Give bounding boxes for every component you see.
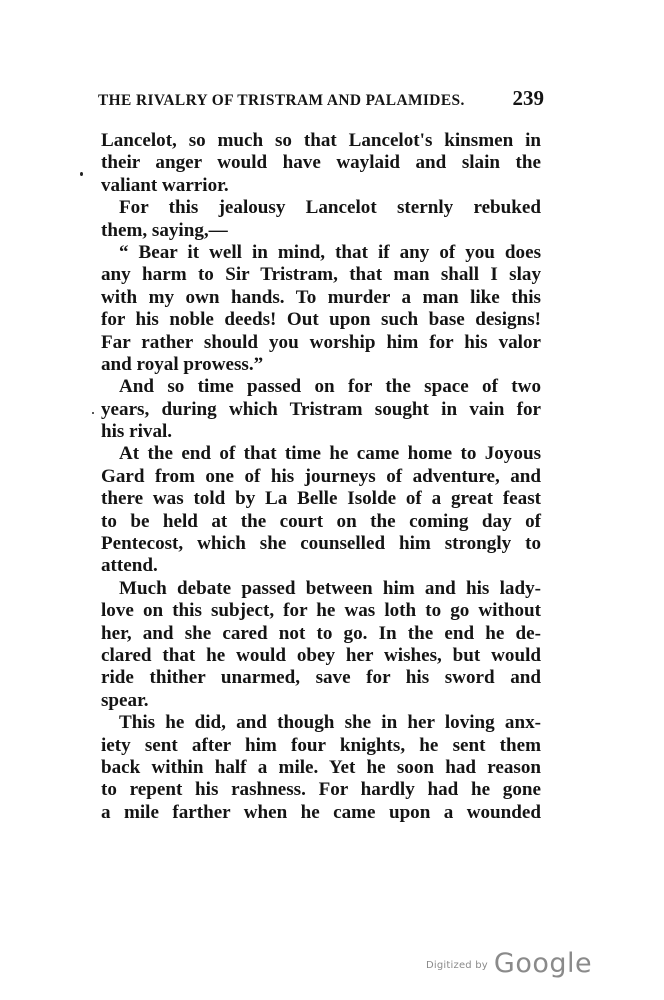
text-line: them, saying,— [101,219,228,241]
text-line: for his noble deeds! Out upon such base designs! [101,309,541,331]
text-line: This he did, and though she in her loving anx- [119,712,541,734]
text-line: her, and she cared not to go. In the end he de- [101,622,541,644]
text-line: their anger would have waylaid and slain the [101,152,541,174]
text-line: Much debate passed between him and his lady- [119,577,541,599]
text-line: clared that he would obey her wishes, but would [101,644,541,666]
text-line: any harm to Sir Tristram, that man shall I slay [101,264,541,286]
stray-ink-mark [92,412,94,414]
page-header [98,86,544,116]
text-line: back within half a mile. Yet he soon had reason [101,756,541,778]
page-number: 239 [512,86,544,110]
google-logo: Google [493,948,593,979]
text-line: And so time passed on for the space of two [119,376,541,398]
text-line: spear. [101,689,149,711]
text-line: and royal prowess.” [101,353,264,375]
text-line: ride thither unarmed, save for his sword and [101,667,541,689]
digitized-watermark [426,948,592,979]
text-line: to be held at the court on the coming day of [101,510,541,532]
text-line: there was told by La Belle Isolde of a great feast [101,488,541,510]
text-line: At the end of that time he came home to Joyous [119,443,541,465]
text-line: years, during which Tristram sought in vain for [101,398,541,420]
text-line: For this jealousy Lancelot sternly rebuked [119,197,541,219]
running-head: THE RIVALRY OF TRISTRAM AND PALAMIDES. [98,92,465,109]
text-line: attend. [101,555,158,577]
body-text [101,130,541,824]
text-line: love on this subject, for he was loth to go without [101,600,541,622]
stray-ink-mark [80,172,83,176]
text-line: Pentecost, which she counselled him strongly to [101,533,541,555]
watermark-prefix: Digitized by [426,960,488,971]
text-line: his rival. [101,421,173,443]
text-line: Gard from one of his journeys of adventure, and [101,465,541,487]
text-line: iety sent after him four knights, he sent them [101,734,541,756]
text-line: valiant warrior. [101,174,229,196]
text-line: a mile farther when he came upon a wounded [101,801,541,823]
text-line: Lancelot, so much so that Lancelot's kinsmen in [101,130,541,151]
text-line: with my own hands. To murder a man like this [101,286,541,308]
text-line: to repent his rashness. For hardly had he gone [101,779,541,801]
text-line: Far rather should you worship him for his valor [101,331,541,353]
text-line: “ Bear it well in mind, that if any of you does [119,241,541,263]
